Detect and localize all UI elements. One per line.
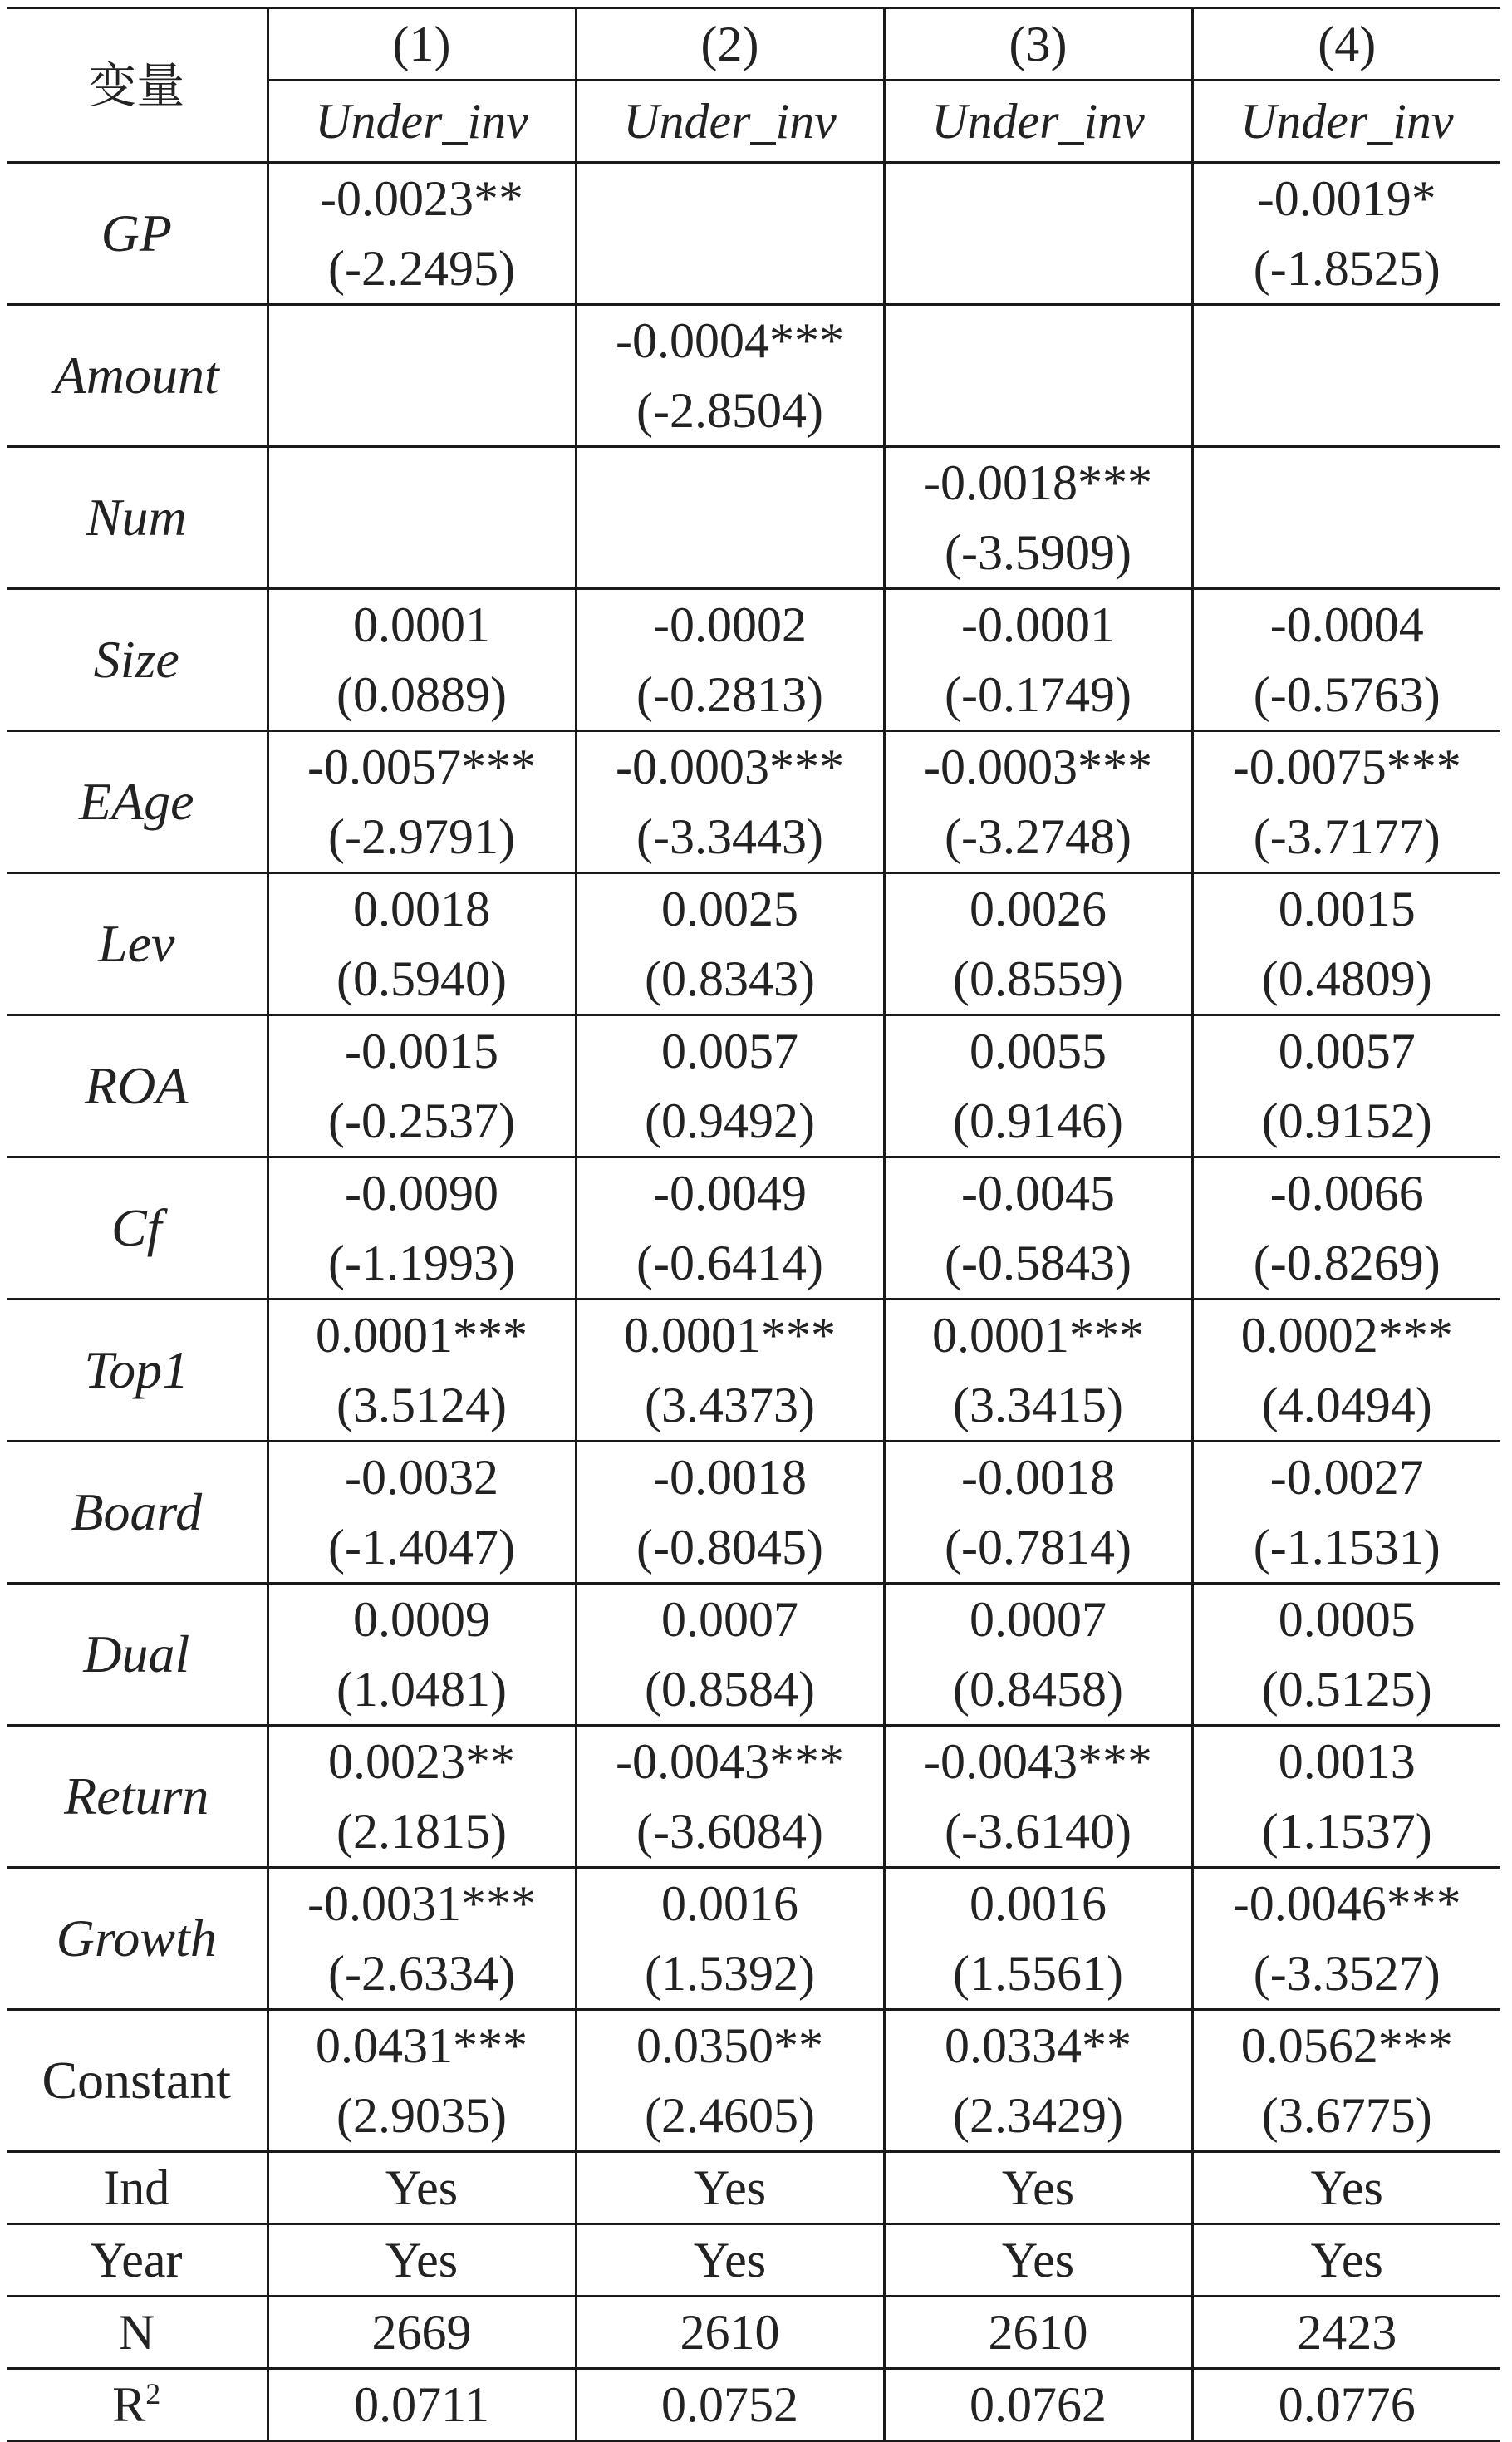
- variable-name-cell: [7, 447, 268, 589]
- t-statistic: (-1.8525): [1253, 241, 1441, 296]
- t-statistic: (-1.1531): [1253, 1520, 1441, 1575]
- table-row: [7, 305, 1500, 447]
- t-statistic: (-2.2495): [328, 241, 515, 296]
- t-statistic: (1.5392): [645, 1946, 815, 2001]
- variable-name: Num: [86, 487, 187, 547]
- control-row: [7, 2224, 1500, 2297]
- coefficient: 0.0013: [1278, 1734, 1416, 1789]
- t-statistic: (3.6775): [1261, 2088, 1432, 2143]
- t-statistic: (2.9035): [336, 2088, 507, 2143]
- control-name: N: [118, 2305, 155, 2360]
- control-value: Yes: [268, 2152, 576, 2224]
- t-statistic: (-0.8045): [636, 1520, 823, 1575]
- table-cell: [268, 873, 576, 1015]
- control-value: Yes: [1192, 2224, 1500, 2297]
- superscript: 2: [145, 2377, 161, 2410]
- table-cell: [268, 1015, 576, 1157]
- table-cell: [1192, 1726, 1500, 1868]
- table-cell: [884, 1584, 1192, 1726]
- table-cell: [884, 1442, 1192, 1584]
- coefficient: 0.0005: [1278, 1592, 1416, 1647]
- table-cell: [884, 1300, 1192, 1442]
- coefficient: 0.0002***: [1240, 1308, 1453, 1363]
- coefficient: 0.0007: [970, 1592, 1107, 1647]
- control-value: 2423: [1192, 2297, 1500, 2369]
- coefficient: -0.0045: [961, 1166, 1115, 1221]
- control-value: Yes: [884, 2224, 1192, 2297]
- control-value: 2610: [576, 2297, 884, 2369]
- table-cell: [884, 1015, 1192, 1157]
- column-depvar-3: Under_inv: [884, 81, 1192, 163]
- variable-name-cell: [7, 2010, 268, 2152]
- variable-name-cell: [7, 1868, 268, 2010]
- control-value: 0.0752: [576, 2369, 884, 2441]
- table-cell: [576, 1726, 884, 1868]
- table-cell: [884, 163, 1192, 305]
- variable-name-cell: [7, 589, 268, 731]
- t-statistic: (-3.2748): [945, 809, 1132, 864]
- header-row-numbers: [7, 8, 1500, 81]
- table-cell: [576, 163, 884, 305]
- table-cell: [1192, 163, 1500, 305]
- t-statistic: (0.5125): [1261, 1662, 1432, 1717]
- t-statistic: (-3.7177): [1253, 809, 1441, 864]
- variable-name: Cf: [111, 1197, 162, 1257]
- variable-name-cell: [7, 1015, 268, 1157]
- t-statistic: (-3.6140): [945, 1804, 1132, 1859]
- coefficient: 0.0026: [970, 882, 1107, 936]
- variable-name-cell: [7, 1442, 268, 1584]
- table-cell: [268, 1726, 576, 1868]
- control-name-cell: [7, 2297, 268, 2369]
- t-statistic: (0.8343): [645, 951, 815, 1006]
- coefficient: -0.0004***: [616, 313, 844, 368]
- t-statistic: (-0.6414): [636, 1236, 823, 1290]
- variable-label: 变量: [88, 57, 185, 114]
- table-cell: [268, 2010, 576, 2152]
- table-cell: [576, 2010, 884, 2152]
- variable-name: Lev: [98, 913, 175, 973]
- table-row: [7, 1015, 1500, 1157]
- t-statistic: (4.0494): [1261, 1378, 1432, 1432]
- coefficient: -0.0043***: [616, 1734, 844, 1789]
- coefficient: -0.0003***: [616, 739, 844, 794]
- coefficient: -0.0018: [961, 1450, 1115, 1505]
- table-cell: [1192, 1442, 1500, 1584]
- coefficient: 0.0431***: [316, 2018, 528, 2073]
- table-cell: [576, 1300, 884, 1442]
- coefficient: -0.0031***: [307, 1876, 536, 1931]
- coefficient: -0.0075***: [1232, 739, 1461, 794]
- control-name: Year: [90, 2233, 183, 2287]
- coefficient: 0.0023**: [328, 1734, 515, 1789]
- variable-name: Return: [64, 1766, 209, 1825]
- coefficient: -0.0043***: [924, 1734, 1152, 1789]
- table-cell: [576, 447, 884, 589]
- control-name: Ind: [103, 2160, 170, 2215]
- control-row: [7, 2369, 1500, 2441]
- t-statistic: (0.4809): [1261, 951, 1432, 1006]
- table-row: [7, 1868, 1500, 2010]
- table-cell: [884, 447, 1192, 589]
- control-value: Yes: [884, 2152, 1192, 2224]
- table-cell: [268, 1300, 576, 1442]
- table-cell: [576, 1157, 884, 1300]
- coefficient: -0.0001: [961, 597, 1115, 652]
- table-cell: [884, 1157, 1192, 1300]
- variable-name: Dual: [83, 1624, 190, 1683]
- t-statistic: (-3.3443): [636, 809, 823, 864]
- t-statistic: (-1.4047): [328, 1520, 515, 1575]
- table-cell: [576, 1442, 884, 1584]
- table-cell: [1192, 1300, 1500, 1442]
- coefficient: 0.0015: [1278, 882, 1416, 936]
- t-statistic: (-3.3527): [1253, 1946, 1441, 2001]
- t-statistic: (0.9492): [645, 1093, 815, 1148]
- table-cell: [576, 873, 884, 1015]
- coefficient: -0.0032: [345, 1450, 498, 1505]
- variable-name-cell: [7, 1157, 268, 1300]
- t-statistic: (0.8584): [645, 1662, 815, 1717]
- coefficient: -0.0015: [345, 1024, 498, 1079]
- coefficient: -0.0019*: [1257, 171, 1436, 226]
- column-number-4: (4): [1192, 8, 1500, 81]
- variable-name-cell: [7, 731, 268, 873]
- control-value: 2669: [268, 2297, 576, 2369]
- coefficient: 0.0018: [353, 882, 490, 936]
- t-statistic: (-3.6084): [636, 1804, 823, 1859]
- table-cell: [1192, 589, 1500, 731]
- table-cell: [884, 1868, 1192, 2010]
- table-cell: [1192, 1157, 1500, 1300]
- table-cell: [268, 1442, 576, 1584]
- table-cell: [884, 873, 1192, 1015]
- t-statistic: (-0.2537): [328, 1093, 515, 1148]
- coefficient: 0.0001***: [624, 1308, 836, 1363]
- variable-name-cell: [7, 1300, 268, 1442]
- table-row: [7, 2010, 1500, 2152]
- table-cell: [576, 1868, 884, 2010]
- coefficient: -0.0002: [653, 597, 807, 652]
- t-statistic: (2.4605): [645, 2088, 815, 2143]
- table-row: [7, 1157, 1500, 1300]
- table-row: [7, 447, 1500, 589]
- coefficient: 0.0016: [970, 1876, 1107, 1931]
- control-row: [7, 2297, 1500, 2369]
- coefficient: -0.0046***: [1232, 1876, 1461, 1931]
- t-statistic: (0.5940): [336, 951, 507, 1006]
- coefficient: 0.0055: [970, 1024, 1107, 1079]
- variable-name-cell: [7, 1584, 268, 1726]
- coefficient: 0.0057: [1278, 1024, 1416, 1079]
- table-cell: [576, 305, 884, 447]
- t-statistic: (3.4373): [645, 1378, 815, 1432]
- coefficient: -0.0066: [1269, 1166, 1424, 1221]
- coefficient: -0.0057***: [307, 739, 536, 794]
- t-statistic: (-0.7814): [945, 1520, 1132, 1575]
- control-value: Yes: [268, 2224, 576, 2297]
- table-cell: [1192, 305, 1500, 447]
- variable-name: Board: [71, 1481, 203, 1541]
- coefficient: 0.0007: [661, 1592, 798, 1647]
- coefficient: 0.0057: [661, 1024, 798, 1079]
- variable-name-cell: [7, 163, 268, 305]
- table-row: [7, 1726, 1500, 1868]
- table-cell: [268, 731, 576, 873]
- coefficient: -0.0027: [1269, 1450, 1424, 1505]
- t-statistic: (0.8559): [953, 951, 1123, 1006]
- coefficient: -0.0018: [653, 1450, 807, 1505]
- table-cell: [1192, 1868, 1500, 2010]
- table-cell: [268, 1584, 576, 1726]
- variable-name: Top1: [84, 1339, 189, 1399]
- coefficient: 0.0334**: [945, 2018, 1132, 2073]
- t-statistic: (1.1537): [1261, 1804, 1432, 1859]
- column-number-1: (1): [268, 8, 576, 81]
- table-cell: [1192, 447, 1500, 589]
- variable-name-cell: [7, 305, 268, 447]
- table-cell: [576, 589, 884, 731]
- table-cell: [1192, 1584, 1500, 1726]
- table-cell: [268, 447, 576, 589]
- coefficient: 0.0350**: [636, 2018, 823, 2073]
- table-row: [7, 589, 1500, 731]
- control-row: [7, 2152, 1500, 2224]
- table-cell: [884, 589, 1192, 731]
- regression-table: [7, 7, 1500, 2442]
- table-row: [7, 163, 1500, 305]
- t-statistic: (-2.9791): [328, 809, 515, 864]
- table-body: [7, 8, 1500, 2441]
- t-statistic: (3.3415): [953, 1378, 1123, 1432]
- table-cell: [268, 305, 576, 447]
- column-depvar-1: Under_inv: [268, 81, 576, 163]
- control-value: 0.0776: [1192, 2369, 1500, 2441]
- variable-name: EAge: [78, 771, 194, 831]
- variable-name-cell: [7, 1726, 268, 1868]
- t-statistic: (0.9146): [953, 1093, 1123, 1148]
- t-statistic: (0.9152): [1261, 1093, 1432, 1148]
- column-number-2: (2): [576, 8, 884, 81]
- coefficient: 0.0562***: [1240, 2018, 1453, 2073]
- t-statistic: (0.0889): [336, 667, 507, 722]
- variable-name-cell: [7, 873, 268, 1015]
- t-statistic: (-2.6334): [328, 1946, 515, 2001]
- coefficient: -0.0049: [653, 1166, 807, 1221]
- table-cell: [268, 1157, 576, 1300]
- coefficient: 0.0001***: [316, 1308, 528, 1363]
- t-statistic: (2.3429): [953, 2088, 1123, 2143]
- t-statistic: (-0.2813): [636, 667, 823, 722]
- table-cell: [576, 1584, 884, 1726]
- control-value: Yes: [576, 2224, 884, 2297]
- table-cell: [884, 731, 1192, 873]
- coefficient: -0.0090: [345, 1166, 498, 1221]
- coefficient: -0.0018***: [924, 455, 1152, 510]
- control-value: Yes: [576, 2152, 884, 2224]
- variable-name: Amount: [53, 345, 219, 405]
- t-statistic: (1.5561): [953, 1946, 1123, 2001]
- variable-name: Growth: [56, 1908, 217, 1968]
- coefficient: 0.0016: [661, 1876, 798, 1931]
- control-name-cell: [7, 2224, 268, 2297]
- control-value: 0.0762: [884, 2369, 1192, 2441]
- coefficient: 0.0009: [353, 1592, 490, 1647]
- table-row: [7, 873, 1500, 1015]
- table-cell: [1192, 2010, 1500, 2152]
- table-cell: [576, 1015, 884, 1157]
- coefficient: 0.0001***: [932, 1308, 1144, 1363]
- coefficient: 0.0025: [661, 882, 798, 936]
- column-depvar-4: Under_inv: [1192, 81, 1500, 163]
- control-name-cell: [7, 2152, 268, 2224]
- coefficient: -0.0023**: [320, 171, 523, 226]
- t-statistic: (1.0481): [336, 1662, 507, 1717]
- table-row: [7, 1300, 1500, 1442]
- table-cell: [576, 731, 884, 873]
- control-name: R: [112, 2377, 146, 2432]
- control-value: 0.0711: [268, 2369, 576, 2441]
- control-name-cell: [7, 2369, 268, 2441]
- table-cell: [884, 2010, 1192, 2152]
- table-row: [7, 731, 1500, 873]
- variable-column-header: [7, 8, 268, 163]
- t-statistic: (3.5124): [336, 1378, 507, 1432]
- table-cell: [1192, 731, 1500, 873]
- control-value: 2610: [884, 2297, 1192, 2369]
- table-cell: [1192, 1015, 1500, 1157]
- coefficient: -0.0004: [1269, 597, 1424, 652]
- variable-name: ROA: [85, 1055, 189, 1115]
- table-row: [7, 1442, 1500, 1584]
- t-statistic: (-2.8504): [636, 383, 823, 438]
- table-cell: [1192, 873, 1500, 1015]
- table-cell: [268, 1868, 576, 2010]
- t-statistic: (0.8458): [953, 1662, 1123, 1717]
- control-value: Yes: [1192, 2152, 1500, 2224]
- coefficient: -0.0003***: [924, 739, 1152, 794]
- table-row: [7, 1584, 1500, 1726]
- variable-name: Constant: [42, 2050, 232, 2110]
- table-cell: [268, 589, 576, 731]
- variable-name: GP: [101, 203, 172, 263]
- table-cell: [884, 1726, 1192, 1868]
- table-cell: [884, 305, 1192, 447]
- t-statistic: (-0.1749): [945, 667, 1132, 722]
- t-statistic: (-0.5763): [1253, 667, 1441, 722]
- column-number-3: (3): [884, 8, 1192, 81]
- coefficient: 0.0001: [353, 597, 490, 652]
- t-statistic: (-3.5909): [945, 525, 1132, 580]
- t-statistic: (-0.5843): [945, 1236, 1132, 1290]
- table-cell: [268, 163, 576, 305]
- t-statistic: (-1.1993): [328, 1236, 515, 1290]
- t-statistic: (-0.8269): [1253, 1236, 1441, 1290]
- t-statistic: (2.1815): [336, 1804, 507, 1859]
- column-depvar-2: Under_inv: [576, 81, 884, 163]
- variable-name: Size: [93, 629, 179, 689]
